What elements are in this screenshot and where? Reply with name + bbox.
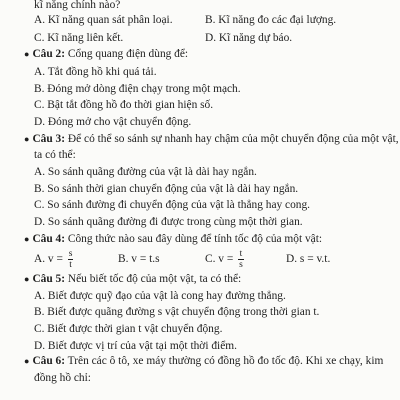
- q3-label: Câu 3:: [32, 132, 66, 145]
- bullet-icon: ●: [24, 233, 30, 244]
- q3-stem-text: Để có thể so sánh sự nhanh hay chậm của một chuyển động của một vật,: [65, 132, 399, 145]
- q4-option-a-prefix: A. v =: [34, 253, 63, 266]
- q6-stem-line2: đồng hồ chỉ:: [34, 372, 91, 384]
- q1-option-c: C. Kĩ năng liên kết.: [34, 31, 124, 44]
- q5-option-b: B. Biết được quãng đường s vật chuyển động trong thời gian t.: [34, 306, 320, 319]
- q4-option-a-fraction: [68, 249, 74, 270]
- q5-option-c: C. Biết được thời gian t vật chuyển động.: [34, 322, 223, 335]
- bullet-icon: ●: [24, 273, 30, 284]
- q1-option-d: D. Kĩ năng dự báo.: [205, 31, 293, 44]
- q6-stem-text: Trên các ô tô, xe máy thường có đồng hồ đo tốc độ. Khi xe chạy, kim: [65, 355, 384, 368]
- q5-option-d: D. Biết được vị trí của vật tại một thời điểm.: [34, 339, 237, 352]
- q5-label: Câu 5:: [32, 272, 66, 285]
- q1-option-a: A. Kĩ năng quan sát phân loại.: [34, 14, 173, 26]
- q6-stem: [24, 355, 383, 367]
- q4-stem: [24, 233, 322, 245]
- q1-stem-tail: kĩ năng chính nào?: [34, 0, 121, 12]
- q4-option-a-numerator: s: [68, 249, 73, 260]
- q3-option-a: A. So sánh quãng đường của vật là dài hay ngắn.: [34, 165, 257, 178]
- q4-option-a-denominator: t: [69, 260, 72, 271]
- q4-option-d: D. s = v.t.: [286, 252, 331, 265]
- q4-option-c: [205, 249, 244, 270]
- q4-option-b: B. v = t.s: [118, 252, 160, 265]
- q2-option-a: A. Tắt đồng hồ khi quá tải.: [34, 65, 157, 78]
- q6-label: Câu 6:: [32, 355, 66, 368]
- q2-option-c: C. Bật tắt đồng hồ đo thời gian hiện số.: [34, 99, 214, 112]
- bullet-icon: ●: [24, 356, 30, 367]
- q3-option-d: D. So sánh quãng đường đi được trong cùng một thời gian.: [34, 215, 303, 228]
- q3-stem-line2: ta có thể:: [34, 149, 76, 162]
- q2-stem-text: Cổng quang điện dùng để:: [65, 48, 189, 61]
- q3-option-b: B. So sánh thời gian chuyển động của vật là dài hay ngắn.: [34, 182, 299, 195]
- q5-stem: [24, 273, 241, 285]
- q2-option-b: B. Đóng mở dòng điện chạy trong một mạch.: [34, 82, 241, 95]
- q3-stem: [24, 133, 399, 145]
- q4-stem-text: Công thức nào sau đây dùng để tính tốc độ của một vật:: [65, 232, 323, 245]
- q5-stem-text: Nếu biết tốc độ của một vật, ta có thể:: [65, 272, 242, 285]
- q4-option-c-prefix: C. v =: [205, 253, 234, 266]
- q3-option-c: C. So sánh đường đi chuyển động của vật là thẳng hay cong.: [34, 199, 311, 212]
- bullet-icon: ●: [24, 49, 30, 60]
- q4-option-c-denominator: s: [239, 260, 243, 271]
- q5-option-a: A. Biết được quỹ đạo của vật là cong hay đường thẳng.: [34, 289, 286, 302]
- q4-option-c-numerator: t: [239, 249, 243, 260]
- q2-label: Câu 2:: [32, 48, 66, 61]
- q2-stem: [24, 48, 188, 60]
- q4-option-c-fraction: [238, 249, 244, 270]
- q4-option-a: [34, 249, 73, 270]
- q2-option-d: D. Đóng mở cho vật chuyển động.: [34, 115, 192, 128]
- q4-label: Câu 4:: [32, 232, 66, 245]
- bullet-icon: ●: [24, 133, 30, 144]
- q1-option-b: B. Kĩ năng đo các đại lượng.: [205, 14, 337, 26]
